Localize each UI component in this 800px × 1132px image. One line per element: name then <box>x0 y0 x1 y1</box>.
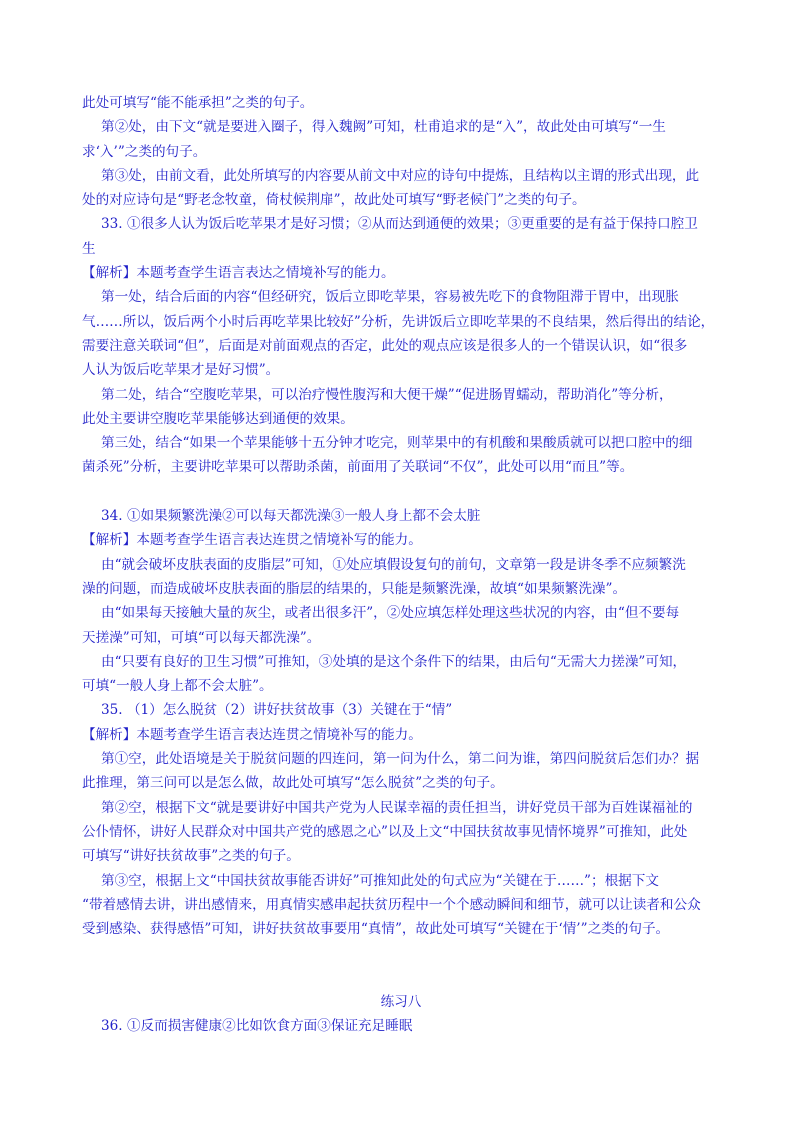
blank-line <box>82 480 720 504</box>
answer-paragraph <box>82 504 720 528</box>
text-line: 天搓澡”可知，可填“可以每天都洗澡”。 <box>82 629 321 646</box>
analysis-heading <box>82 261 720 285</box>
text-line: 34. ①如果频繁洗澡②可以每天都洗澡③一般人身上都不会太脏 <box>101 508 481 525</box>
text-line: 处的对应诗句是“野老念牧童，倚杖候荆扉”，故此处可填写“野老候门”之类的句子。 <box>82 192 586 209</box>
text-line: 此推理，第三问可以是怎么做，故此处可填写“怎么脱贫”之类的句子。 <box>82 775 504 792</box>
text-line: 由“就会破坏皮肤表面的皮脂层”可知，①处应填假设复句的前句，文章第一段是讲冬季不应频繁洗 <box>101 556 686 573</box>
text-line: 第③处，由前文看，此处所填写的内容要从前文中对应的诗句中提炼，且结构以主谓的形式出现，此 <box>101 167 700 184</box>
analysis-heading <box>82 723 720 747</box>
text-line: 第一处，结合后面的内容“但经研究，饭后立即吃苹果，容易被先吃下的食物阻滞于胃中，出现胀 <box>101 289 679 306</box>
carryover-section <box>82 91 720 212</box>
text-line: 澡的问题，而造成破坏皮肤表面的脂层的结果的，只能是频繁洗澡，故填“如果频繁洗澡”。 <box>82 580 627 597</box>
text-line: 求‘入’”之类的句子。 <box>82 143 207 160</box>
text-line: 33. ①很多人认为饭后吃苹果才是好习惯；②从而达到通便的效果；③更重要的是有益于保持口腔卫 <box>101 216 698 233</box>
document-page <box>82 91 720 1039</box>
text-line: 需要注意关联词“但”，后面是对前面观点的否定，此处的观点应该是很多人的一个错误认识，如“很多 <box>82 337 688 354</box>
explanation-paragraph <box>82 383 720 432</box>
answer-paragraph <box>82 698 720 722</box>
section-title: 练习八 <box>380 993 422 1010</box>
question-35-section <box>82 698 720 941</box>
text-line: 此处可填写“能不能承担”之类的句子。 <box>82 95 314 111</box>
blank-line <box>82 941 720 990</box>
explanation-paragraph <box>82 601 720 650</box>
text-line: 第二处，结合“空腹吃苹果，可以治疗慢性腹泻和大便干燥”“促进肠胃蠕动，帮助消化”等分析， <box>101 386 673 403</box>
text-line: 受到感染、获得感悟”可知，讲好扶贫故事要用“真情”，故此处可填写“关键在于‘情’”之类的句子。 <box>82 921 670 938</box>
text-line: 气……所以，饭后两个小时后再吃苹果比较好”分析，先讲饭后立即吃苹果的不良结果，然后得出的结论， <box>82 313 715 330</box>
text-line: 此处主要讲空腹吃苹果能够达到通便的效果。 <box>82 410 354 427</box>
text-line: 【解析】本题考查学生语言表达连贯之情境补写的能力。 <box>82 726 422 743</box>
text-line: 36. ①反而损害健康②比如饮食方面③保证充足睡眠 <box>101 1018 413 1035</box>
text-line: 35. （1）怎么脱贫（2）讲好扶贫故事（3）关键在于“情” <box>101 702 453 719</box>
question-36-section <box>82 1014 720 1038</box>
text-line: 菌杀死”分析，主要讲吃苹果可以帮助杀菌，前面用了关联词“不仅”，此处可以用“而且”等。 <box>82 459 634 476</box>
question-34-section <box>82 504 720 698</box>
carryover-paragraph <box>82 91 720 115</box>
carryover-paragraph <box>82 115 720 164</box>
explanation-paragraph <box>82 747 720 796</box>
explanation-paragraph <box>82 285 720 382</box>
text-line: 第②处，由下文“就是要进入圈子，得入魏阙”可知，杜甫追求的是“入”，故此处由可填写“一生 <box>101 119 666 136</box>
text-line: 由“如果每天接触大量的灰尘，或者出很多汗”，②处应填怎样处理这些状况的内容，由“但不要每 <box>101 605 680 622</box>
answer-paragraph <box>82 1014 720 1038</box>
text-line: 第①空，此处语境是关于脱贫问题的四连问，第一问为什么，第二问为谁，第四问脱贫后怎们办？据 <box>101 751 700 768</box>
text-line: 【解析】本题考查学生语言表达之情境补写的能力。 <box>82 265 395 282</box>
text-line: 生 <box>82 240 96 257</box>
explanation-paragraph <box>82 553 720 602</box>
analysis-heading <box>82 528 720 552</box>
explanation-paragraph <box>82 431 720 480</box>
carryover-paragraph <box>82 164 720 213</box>
text-line: 第③空，根据上文“中国扶贫故事能否讲好”可推知此处的句式应为“关键在于……”；根据下文 <box>101 872 659 889</box>
explanation-paragraph <box>82 796 720 869</box>
answer-paragraph <box>82 212 720 261</box>
text-line: 【解析】本题考查学生语言表达连贯之情境补写的能力。 <box>82 532 422 549</box>
question-33-section <box>82 212 720 479</box>
text-line: “带着感情去讲，讲出感情来，用真情实感串起扶贫历程中一个个感动瞬间和细节，就可以让读者和公众 <box>82 896 701 913</box>
text-line: 可填写“讲好扶贫故事”之类的句子。 <box>82 848 300 865</box>
text-line: 由“只要有良好的卫生习惯”可推知，③处填的是这个条件下的结果，由后句“无需大力搓澡”可知， <box>101 653 687 670</box>
text-line: 第②空，根据下文“就是要讲好中国共产党为人民谋幸福的责任担当，讲好党员干部为百姓谋福祉的 <box>101 799 693 816</box>
text-line: 公仆情怀，讲好人民群众对中国共产党的感恩之心”以及上文“中国扶贫故事见情怀境界”可推知，此处 <box>82 823 688 840</box>
text-line: 第三处，结合“如果一个苹果能够十五分钟才吃完，则苹果中的有机酸和果酸质就可以把口腔中的细 <box>101 435 693 452</box>
text-line: 可填“一般人身上都不会太脏”。 <box>82 678 273 695</box>
explanation-paragraph <box>82 650 720 699</box>
explanation-paragraph <box>82 869 720 942</box>
text-line: 人认为饭后吃苹果才是好习惯”。 <box>82 362 280 379</box>
